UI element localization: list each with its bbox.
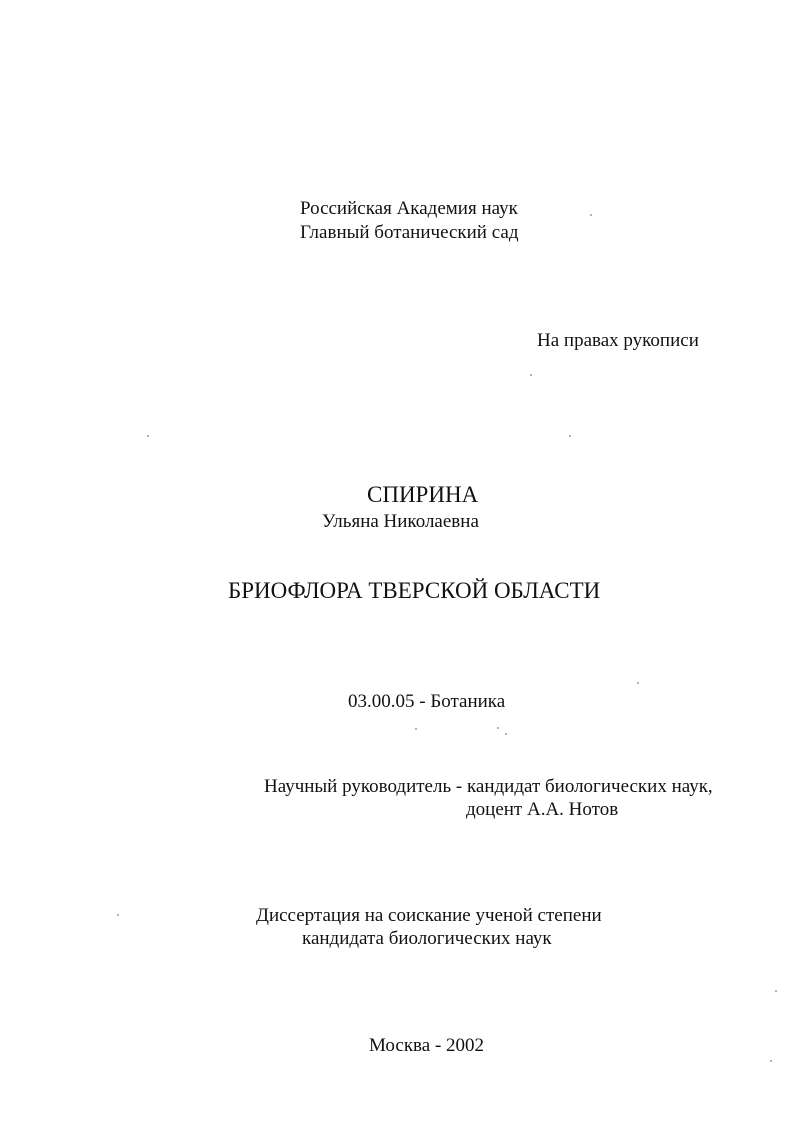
scan-speck <box>770 1060 772 1062</box>
specialty-code: 03.00.05 - Ботаника <box>348 691 506 712</box>
dissertation-title: БРИОФЛОРА ТВЕРСКОЙ ОБЛАСТИ <box>228 578 601 603</box>
degree-line-1: Диссертация на соискание ученой степени <box>256 905 602 926</box>
supervisor-line-2: доцент А.А. Нотов <box>466 799 619 820</box>
author-surname: СПИРИНА <box>367 482 479 507</box>
supervisor-line-1: Научный руководитель - кандидат биологических наук, <box>264 776 713 797</box>
scan-speck <box>775 990 777 992</box>
scan-speck <box>117 914 119 916</box>
scan-speck <box>590 214 592 216</box>
place-and-year: Москва - 2002 <box>369 1035 485 1056</box>
manuscript-note: На правах рукописи <box>537 330 699 351</box>
scan-speck <box>505 733 507 735</box>
scan-speck <box>415 728 417 730</box>
degree-line-2: кандидата биологических наук <box>302 928 552 949</box>
institution-line-1: Российская Академия наук <box>300 198 518 219</box>
scan-speck <box>569 435 571 437</box>
scan-speck <box>497 727 499 729</box>
institution-line-2: Главный ботанический сад <box>300 222 519 243</box>
scan-speck <box>530 374 532 376</box>
scan-speck <box>637 682 639 684</box>
scan-speck <box>147 435 149 437</box>
author-given-names: Ульяна Николаевна <box>322 511 479 532</box>
